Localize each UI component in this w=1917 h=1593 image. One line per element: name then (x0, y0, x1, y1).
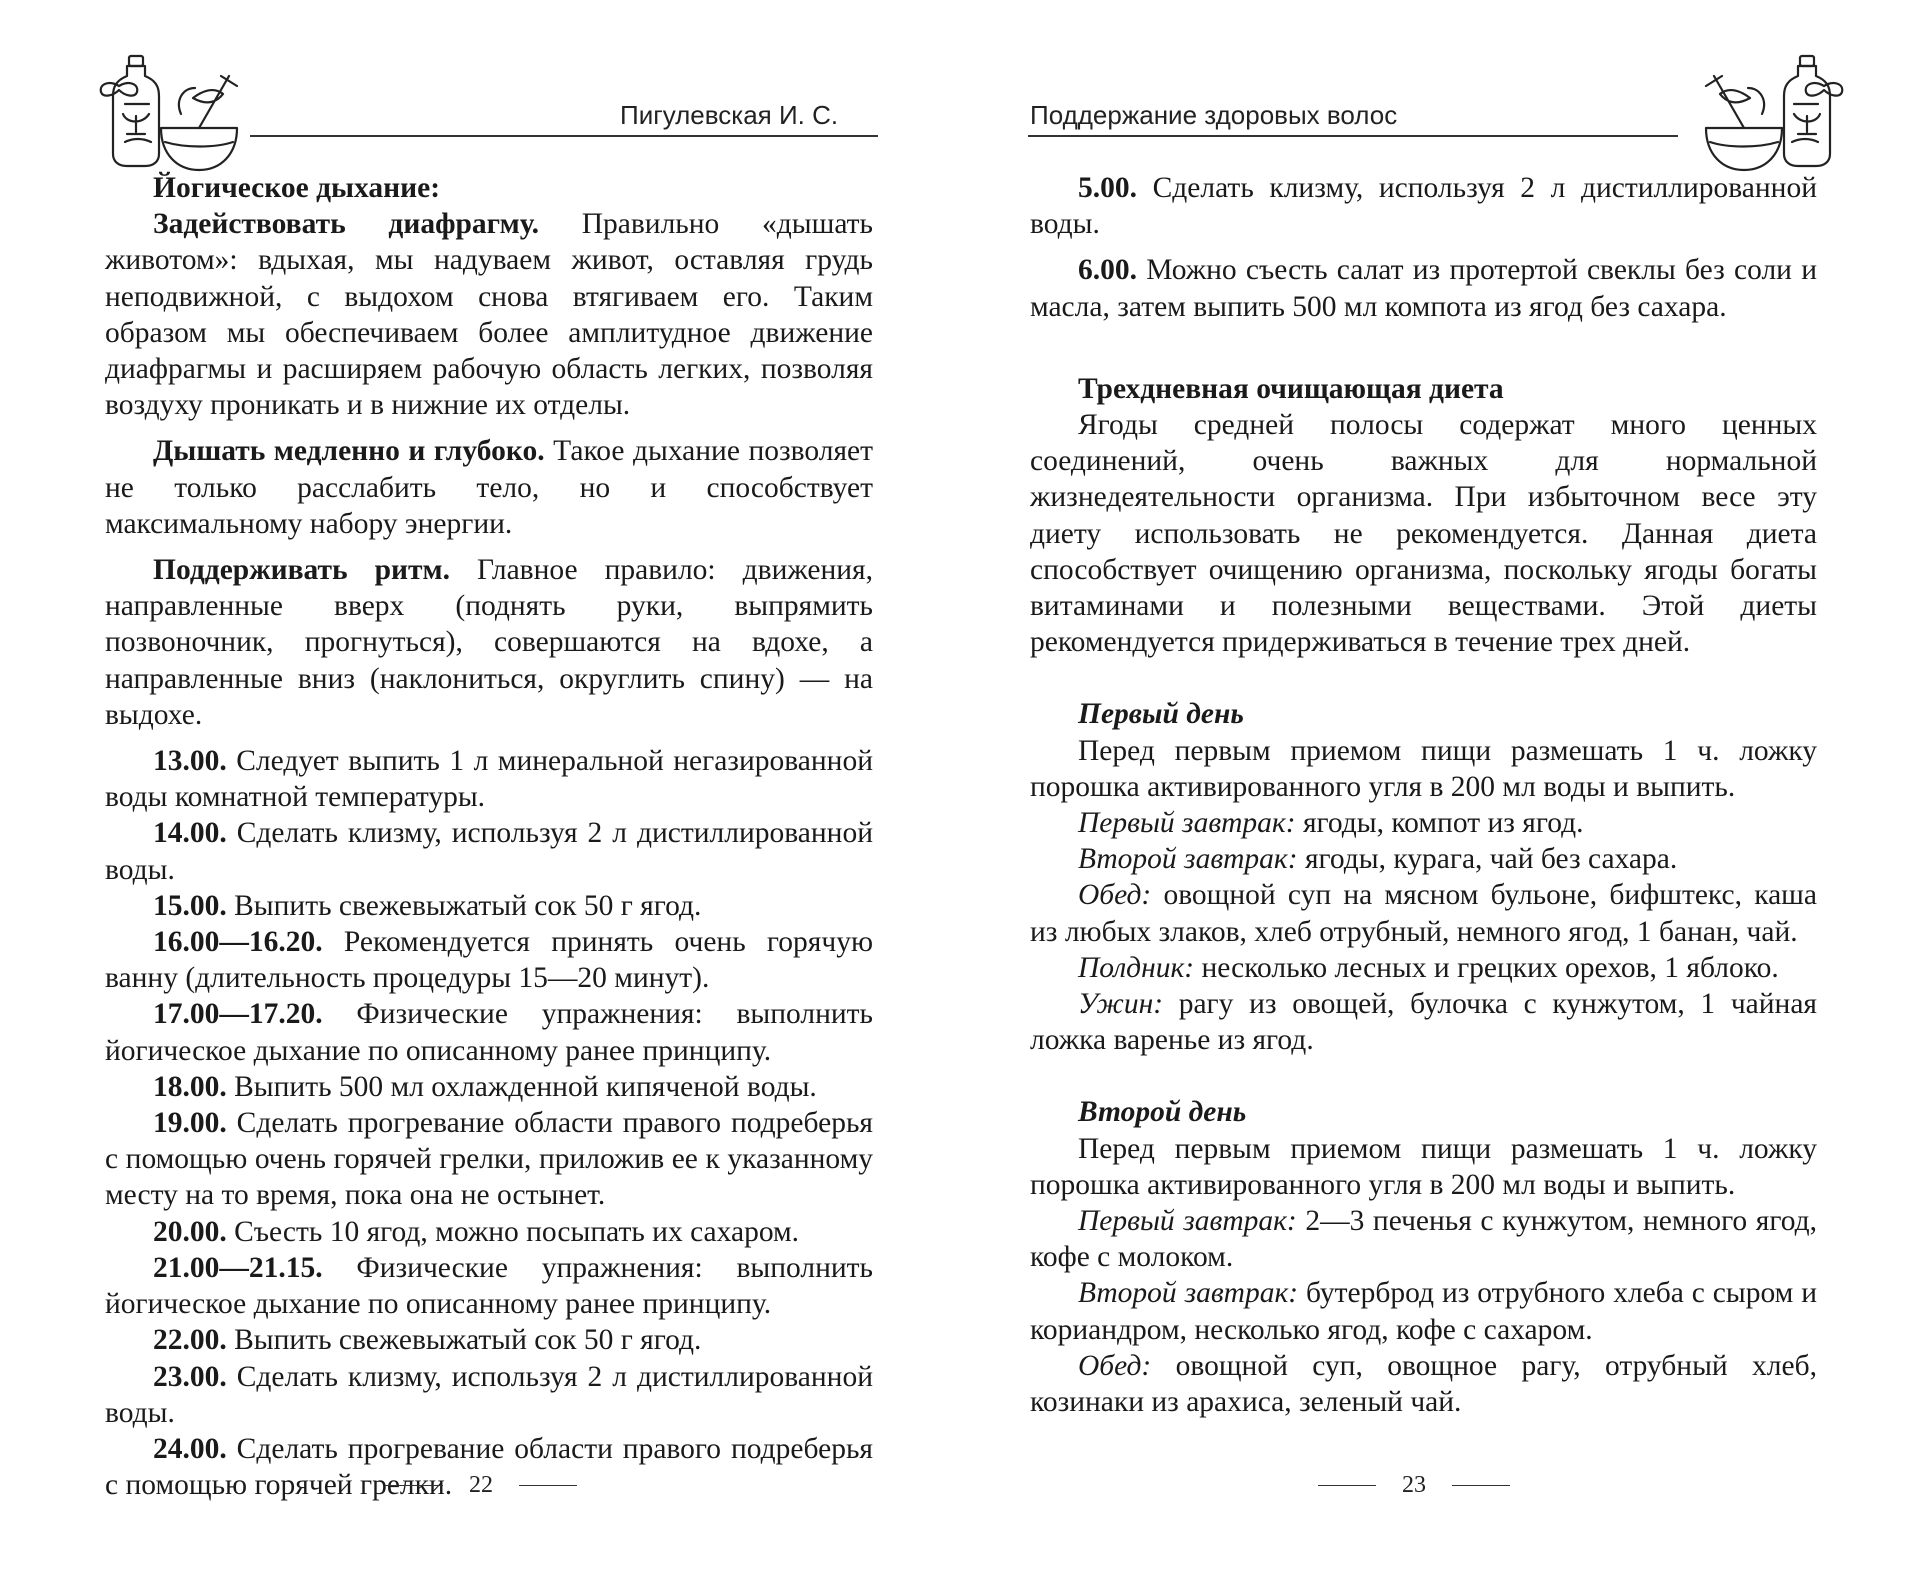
meal-item: Полдник: несколько лесных и грецких орехов, 1 яблоко. (1078, 951, 1779, 984)
paragraph: 6.00. Можно съесть салат из протертой свеклы без соли и масла, затем выпить 500 мл компота из ягод без сахара. (1030, 254, 1817, 323)
paragraph: 24.00. Сделать прогревание области правого подреберья с помощью горячей грелки. (105, 1432, 873, 1502)
header-rule (1028, 135, 1678, 137)
spacer (1030, 325, 1817, 335)
page-number: 23 (1402, 1471, 1426, 1498)
right-page (958, 0, 1917, 1593)
running-head-title: Поддержание здоровых волос (1030, 100, 1398, 130)
paragraph-lead: Задействовать диафрагму. (153, 208, 539, 241)
paragraph: Задействовать диафрагму. Правильно «дышать животом»: вдыхая, мы надуваем живот, оставляя грудь неподвижной, с выдохом снова втягиваем его. Таким образом мы обеспечиваем более амплитудное движение диафрагмы и расширяем рабочую область легких, позволяя воздуху проникать и в нижние их отделы. (105, 208, 874, 422)
spacer (105, 542, 873, 552)
meal-label: Ужин: (1078, 988, 1164, 1021)
paragraph: Перед первым приемом пищи размешать 1 ч. ложку порошка активированного угля в 200 мл воды и выпить. (1030, 1132, 1817, 1201)
paragraph: 20.00. Съесть 10 ягод, можно посыпать их сахаром. (153, 1215, 800, 1248)
left-body-text (105, 170, 873, 1503)
left-page (0, 0, 958, 1593)
meal-label: Первый завтрак: (1078, 1205, 1297, 1238)
paragraph: 18.00. Выпить 500 мл охлажденной кипяченой воды. (153, 1070, 817, 1103)
paragraph: 23.00. Сделать клизму, используя 2 л дистиллированной воды. (105, 1360, 873, 1429)
paragraph: 17.00—17.20. Физические упражнения: выполнить йогическое дыхание по описанному ранее принципу. (105, 998, 873, 1067)
spacer (1030, 335, 1817, 371)
page-number-footer (1318, 1470, 1510, 1500)
paragraph: Ягоды средней полосы содержат много ценных соединений, очень важных для нормальной жизнедеятельности организма. При избыточном весе эту диету использовать не рекомендуется. Данная диета способствует очищению организма, поскольку ягоды богаты витаминами и полезными веществами. Этой диеты рекомендуется придерживаться в течение трех дней. (1030, 409, 1817, 659)
spacer (105, 733, 873, 743)
day-heading: Второй день (1078, 1096, 1247, 1129)
section-heading (105, 170, 873, 206)
day-heading: Первый день (1078, 698, 1244, 731)
paragraph-lead: 13.00. (153, 745, 227, 778)
paragraph: 19.00. Сделать прогревание области правого подреберья с помощью очень горячей грелки, приложив ее к указанному месту на то время, пока она не остынет. (105, 1107, 873, 1212)
paragraph-lead: 5.00. (1078, 172, 1137, 204)
paragraph: Перед первым приемом пищи размешать 1 ч. ложку порошка активированного угля в 200 мл воды и выпить. (1030, 734, 1817, 803)
spacer (1030, 242, 1817, 252)
paragraph: Дышать медленно и глубоко. Такое дыхание позволяет не только расслабить тело, но и способствует максимальному набору энергии. (105, 435, 873, 540)
paragraph-lead: 17.00—17.20. (153, 998, 323, 1031)
paragraph-lead: 15.00. (153, 889, 227, 922)
meal-item: Ужин: рагу из овощей, булочка с кунжутом, 1 чайная ложка варенье из ягод. (1030, 988, 1817, 1057)
paragraph-lead: 18.00. (153, 1070, 227, 1103)
meal-label: Полдник: (1078, 951, 1195, 984)
paragraph: 21.00—21.15. Физические упражнения: выполнить йогическое дыхание по описанному ранее принципу. (105, 1251, 873, 1321)
meal-label: Обед: (1078, 879, 1152, 912)
apothecary-emblem-icon (1688, 42, 1848, 182)
paragraph-lead: 21.00—21.15. (153, 1251, 323, 1284)
paragraph-lead: 6.00. (1078, 254, 1137, 287)
folio-dash (1318, 1485, 1376, 1486)
meal-label: Второй завтрак: (1078, 843, 1298, 876)
meal-label: Второй завтрак: (1078, 1277, 1299, 1310)
paragraph-lead: Йогическое дыхание: (153, 172, 441, 204)
paragraph-lead: 19.00. (153, 1107, 227, 1140)
folio-dash (519, 1485, 577, 1486)
paragraph-lead: Дышать медленно и глубоко. (153, 435, 545, 468)
meal-item: Обед: овощной суп, овощное рагу, отрубный хлеб, козинаки из арахиса, зеленый чай. (1030, 1349, 1817, 1419)
header-rule (250, 135, 878, 137)
spacer (1030, 1058, 1817, 1094)
spacer (105, 423, 873, 433)
folio-dash (1452, 1485, 1510, 1486)
paragraph-lead: Поддерживать ритм. (153, 554, 450, 587)
paragraph-lead: 24.00. (153, 1432, 227, 1465)
meal-item: Первый завтрак: ягоды, компот из ягод. (1078, 807, 1584, 840)
paragraph: Поддерживать ритм. Главное правило: движения, направленные вверх (поднять руки, выпрямить позвоночник, прогнуться), совершаются на вдохе, а направленные вниз (наклониться, округлить спину) — на выдохе. (105, 554, 873, 731)
paragraph: 15.00. Выпить свежевыжатый сок 50 г ягод. (153, 889, 702, 922)
paragraph: 14.00. Сделать клизму, используя 2 л дистиллированной воды. (105, 817, 873, 886)
paragraph: 16.00—16.20. Рекомендуется принять очень горячую ванну (длительность процедуры 15—20 минут). (105, 926, 873, 995)
running-head-author: Пигулевская И. С. (620, 100, 839, 130)
folio-dash (385, 1485, 443, 1486)
paragraph-lead: 16.00—16.20. (153, 926, 323, 959)
meal-item: Второй завтрак: бутерброд из отрубного хлеба с сыром и кориандром, несколько ягод, кофе с сахаром. (1030, 1277, 1817, 1346)
meal-label: Обед: (1078, 1349, 1152, 1382)
meal-item: Второй завтрак: ягоды, курага, чай без сахара. (1078, 843, 1678, 876)
spacer (1030, 660, 1817, 696)
section-heading: Трехдневная очищающая диета (1078, 372, 1504, 405)
meal-label: Первый завтрак: (1078, 807, 1296, 840)
page-number-footer (385, 1470, 577, 1500)
paragraph-lead: 22.00. (153, 1324, 227, 1357)
apothecary-emblem-icon (95, 42, 255, 182)
paragraph-lead: 20.00. (153, 1215, 227, 1248)
paragraph-lead: 23.00. (153, 1360, 227, 1393)
page-number: 22 (469, 1471, 493, 1498)
meal-item: Первый завтрак: 2—3 печенья с кунжутом, немного ягод, кофе с молоком. (1030, 1205, 1817, 1274)
paragraph: 22.00. Выпить свежевыжатый сок 50 г ягод. (153, 1324, 702, 1357)
paragraph: 13.00. Следует выпить 1 л минеральной негазированной воды комнатной температуры. (105, 745, 873, 814)
meal-item: Обед: овощной суп на мясном бульоне, бифштекс, каша из любых злаков, хлеб отрубный, немного ягод, 1 банан, чай. (1030, 879, 1817, 948)
paragraph: 5.00. Сделать клизму, используя 2 л дистиллированной воды. (1030, 172, 1817, 241)
paragraph-lead: 14.00. (153, 817, 227, 850)
right-body-text (1030, 170, 1817, 1420)
